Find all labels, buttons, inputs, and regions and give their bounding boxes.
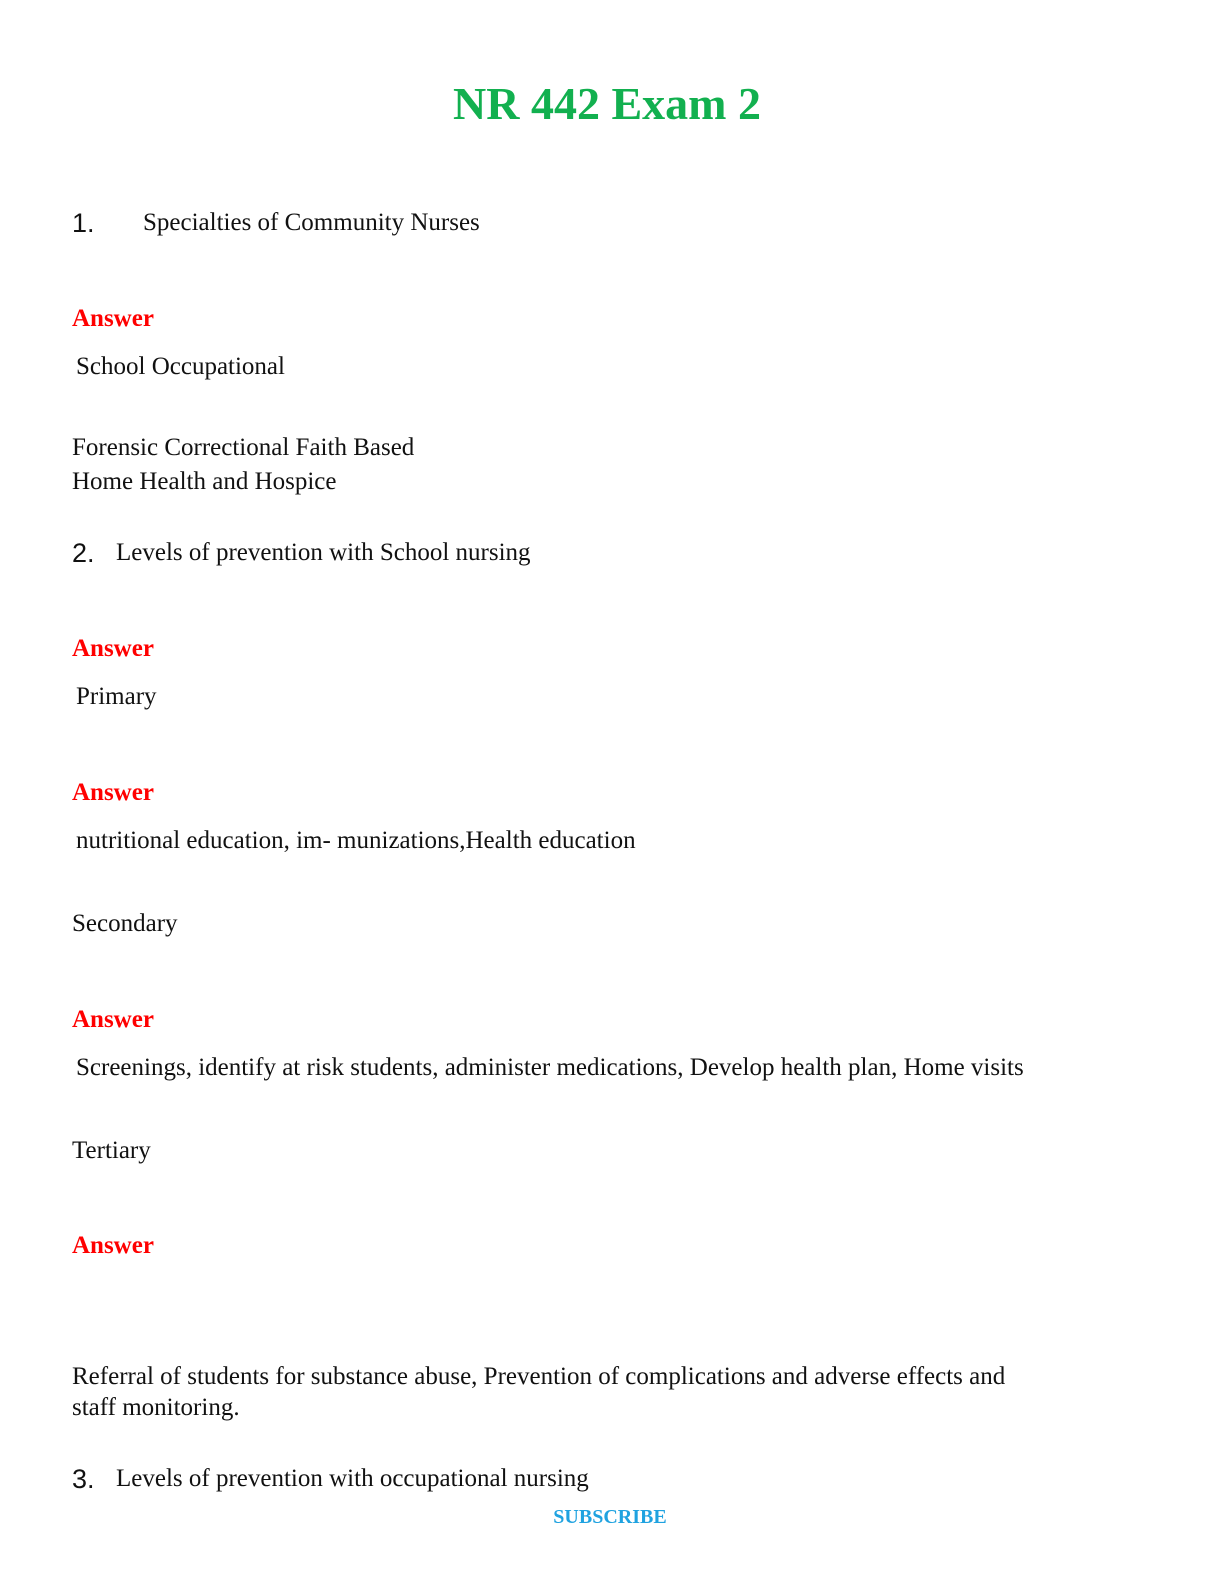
page-title: NR 442 Exam 2: [453, 78, 761, 129]
answer-text: School Occupational: [76, 353, 285, 380]
question-2-number: 2.: [72, 538, 95, 568]
question-3-text: Levels of prevention with occupational nursing: [116, 1465, 589, 1492]
answer-text: Referral of students for substance abuse, Prevention of complications and adverse effects and: [72, 1363, 1006, 1390]
answer-text: Secondary: [72, 910, 178, 937]
answer-text: Forensic Correctional Faith Based: [72, 434, 415, 461]
answer-label: Answer: [72, 635, 154, 662]
answer-label: Answer: [72, 1232, 154, 1259]
answer-text: staff monitoring.: [72, 1394, 240, 1421]
question-1-text: Specialties of Community Nurses: [143, 209, 480, 236]
answer-text: Primary: [76, 683, 157, 710]
answer-text: Screenings, identify at risk students, administer medications, Develop health plan, Home visits: [76, 1054, 1024, 1081]
answer-text: Tertiary: [72, 1137, 151, 1164]
question-3-number: 3.: [72, 1464, 95, 1494]
answer-text: Home Health and Hospice: [72, 468, 337, 495]
answer-label: Answer: [72, 779, 154, 806]
question-1-number: 1.: [72, 208, 95, 238]
subscribe-link[interactable]: SUBSCRIBE: [553, 1506, 667, 1528]
answer-label: Answer: [72, 1006, 154, 1033]
answer-label: Answer: [72, 305, 154, 332]
answer-text: nutritional education, im- munizations,Health education: [76, 827, 636, 854]
question-2-text: Levels of prevention with School nursing: [116, 539, 531, 566]
